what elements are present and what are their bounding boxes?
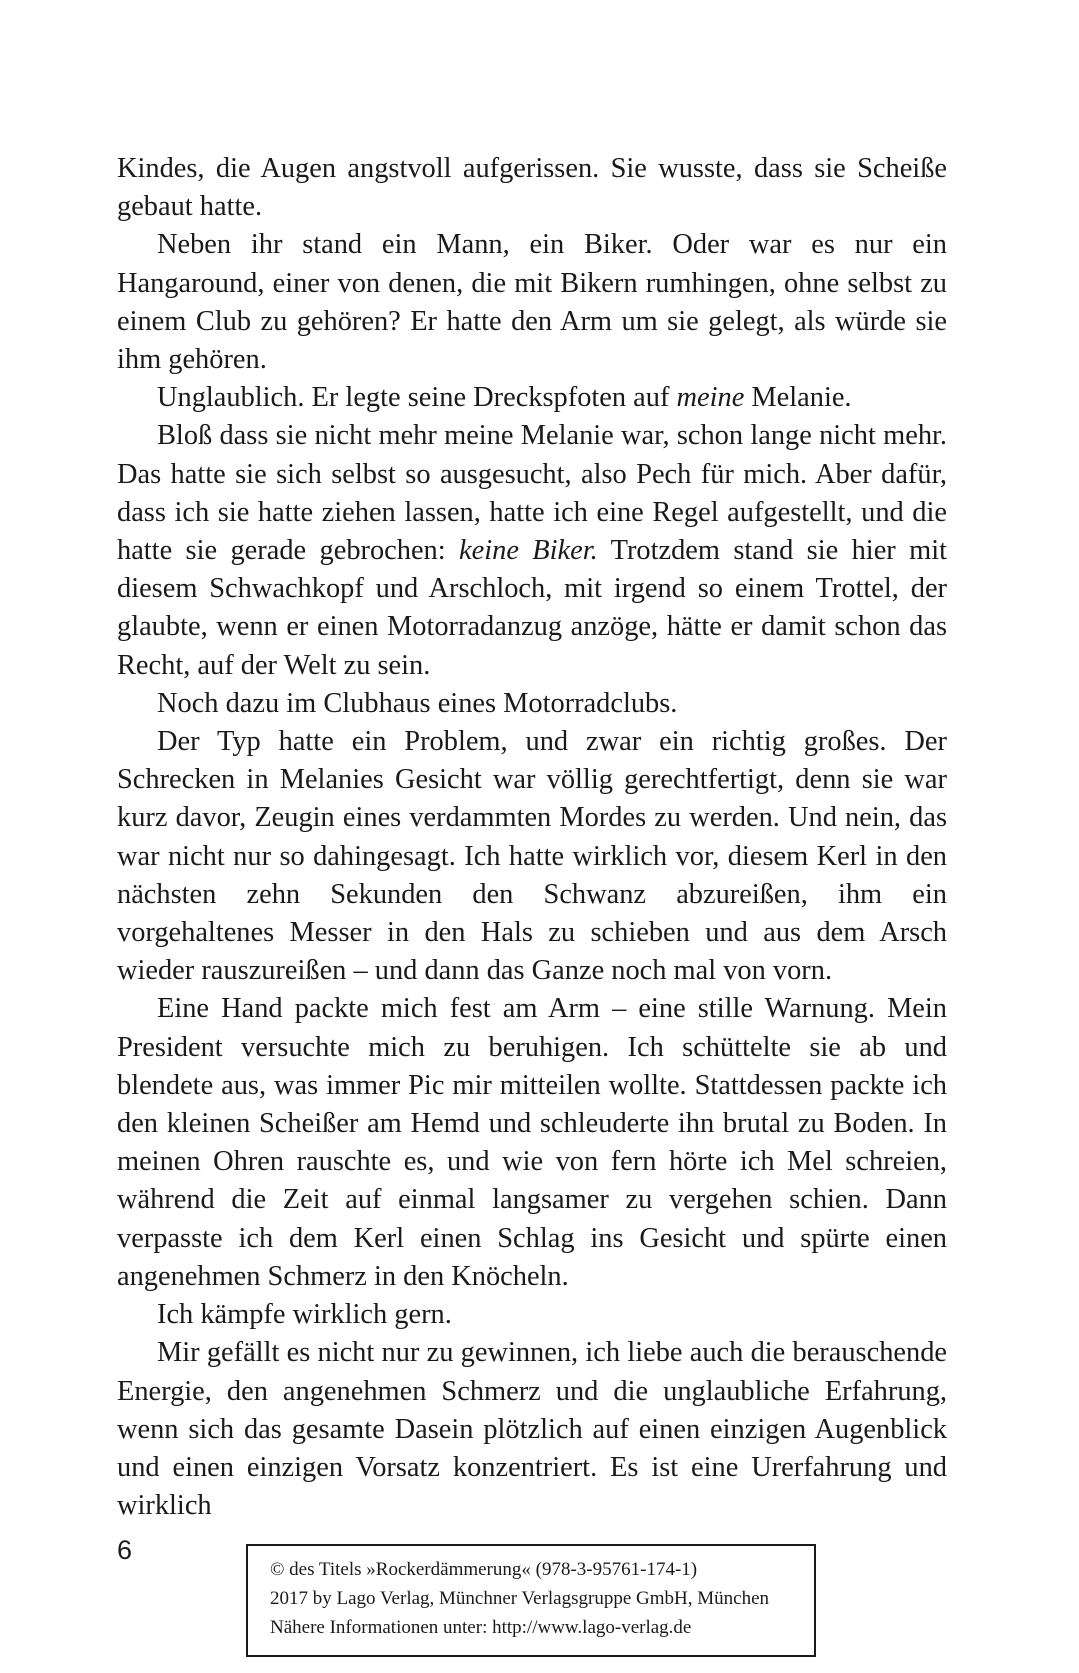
paragraph: Der Typ hatte ein Problem, und zwar ein richtig großes. Der Schrecken in Melanies Gesicht war völlig gerechtfertigt, denn sie war kurz davor, Zeugin eines verdammten Mordes zu werden. Und nein, das war nicht nur so dahingesagt. Ich hatte wirklich vor, diesem Kerl in den nächsten zehn Sekunden den Schwanz abzureißen, ihm ein vorgehaltenes Messer in den Hals zu schieben und aus dem Arsch wieder rauszureißen – und dann das Ganze noch mal von vorn. <box>117 726 947 987</box>
copyright-line: 2017 by Lago Verlag, Münchner Verlagsgruppe GmbH, München <box>270 1588 770 1609</box>
paragraph: Kindes, die Augen angstvoll aufgerissen. Sie wusste, dass sie Scheiße gebaut hatte. <box>117 153 947 223</box>
page-number: 6 <box>117 1535 133 1565</box>
body-text <box>117 150 947 1525</box>
paragraph: Noch dazu im Clubhaus eines Motorradclubs. <box>157 687 678 719</box>
emphasis: meine <box>676 382 745 414</box>
copyright-line: © des Titels »Rockerdämmerung« (978-3-95761-174-1) <box>270 1559 698 1580</box>
copyright-line: Nähere Informationen unter: http://www.lago-verlag.de <box>270 1617 692 1638</box>
paragraph: Eine Hand packte mich fest am Arm – eine stille Warnung. Mein President versuchte mich zu beruhigen. Ich schüttelte sie ab und blendete aus, was immer Pic mir mitteilen wollte. Stattdessen packte ich den kleinen Scheißer am Hemd und schleuderte ihn brutal zu Boden. In meinen Ohren rauschte es, und wie von fern hörte ich Mel schreien, während die Zeit auf einmal langsamer zu vergehen schien. Dann verpasste ich dem Kerl einen Schlag ins Gesicht und spürte einen angenehmen Schmerz in den Knöcheln. <box>117 993 947 1292</box>
paragraph: Ich kämpfe wirklich gern. <box>157 1299 452 1331</box>
copyright-notice <box>246 1544 816 1657</box>
paragraph <box>117 417 947 684</box>
paragraph <box>117 379 947 417</box>
paragraph: Mir gefällt es nicht nur zu gewinnen, ich liebe auch die berauschende Energie, den angenehmen Schmerz und die unglaubliche Erfahrung, wenn sich das gesamte Dasein plötzlich auf einen einzigen Augenblick und einen einzigen Vorsatz konzentriert. Es ist eine Urerfahrung und wirklich <box>117 1337 947 1522</box>
paragraph-text: Trotzdem stand sie hier mit diesem Schwachkopf und Arschloch, mit irgend so einem Trottel, der glaubte, wenn er einen Motorradanzug anzöge, hätte er damit schon das Recht, auf der Welt zu sein. <box>117 535 947 681</box>
emphasis: keine Biker. <box>459 535 598 567</box>
paragraph-text: Unglaublich. Er legte seine Dreckspfoten auf <box>157 382 677 414</box>
paragraph-text: Bloß dass sie nicht mehr meine Melanie war, schon lange nicht mehr. Das hatte sie sich selbst so ausgesucht, also Pech für mich. Aber dafür, dass ich sie hatte ziehen lassen, hatte ich eine Regel aufgestellt, und die hatte sie gerade gebrochen: <box>117 420 947 567</box>
paragraph-text: Melanie. <box>744 382 852 414</box>
paragraph: Neben ihr stand ein Mann, ein Biker. Oder war es nur ein Hangaround, einer von denen, die mit Bikern rumhingen, ohne selbst zu einem Club zu gehören? Er hatte den Arm um sie gelegt, als würde sie ihm gehören. <box>117 229 947 376</box>
